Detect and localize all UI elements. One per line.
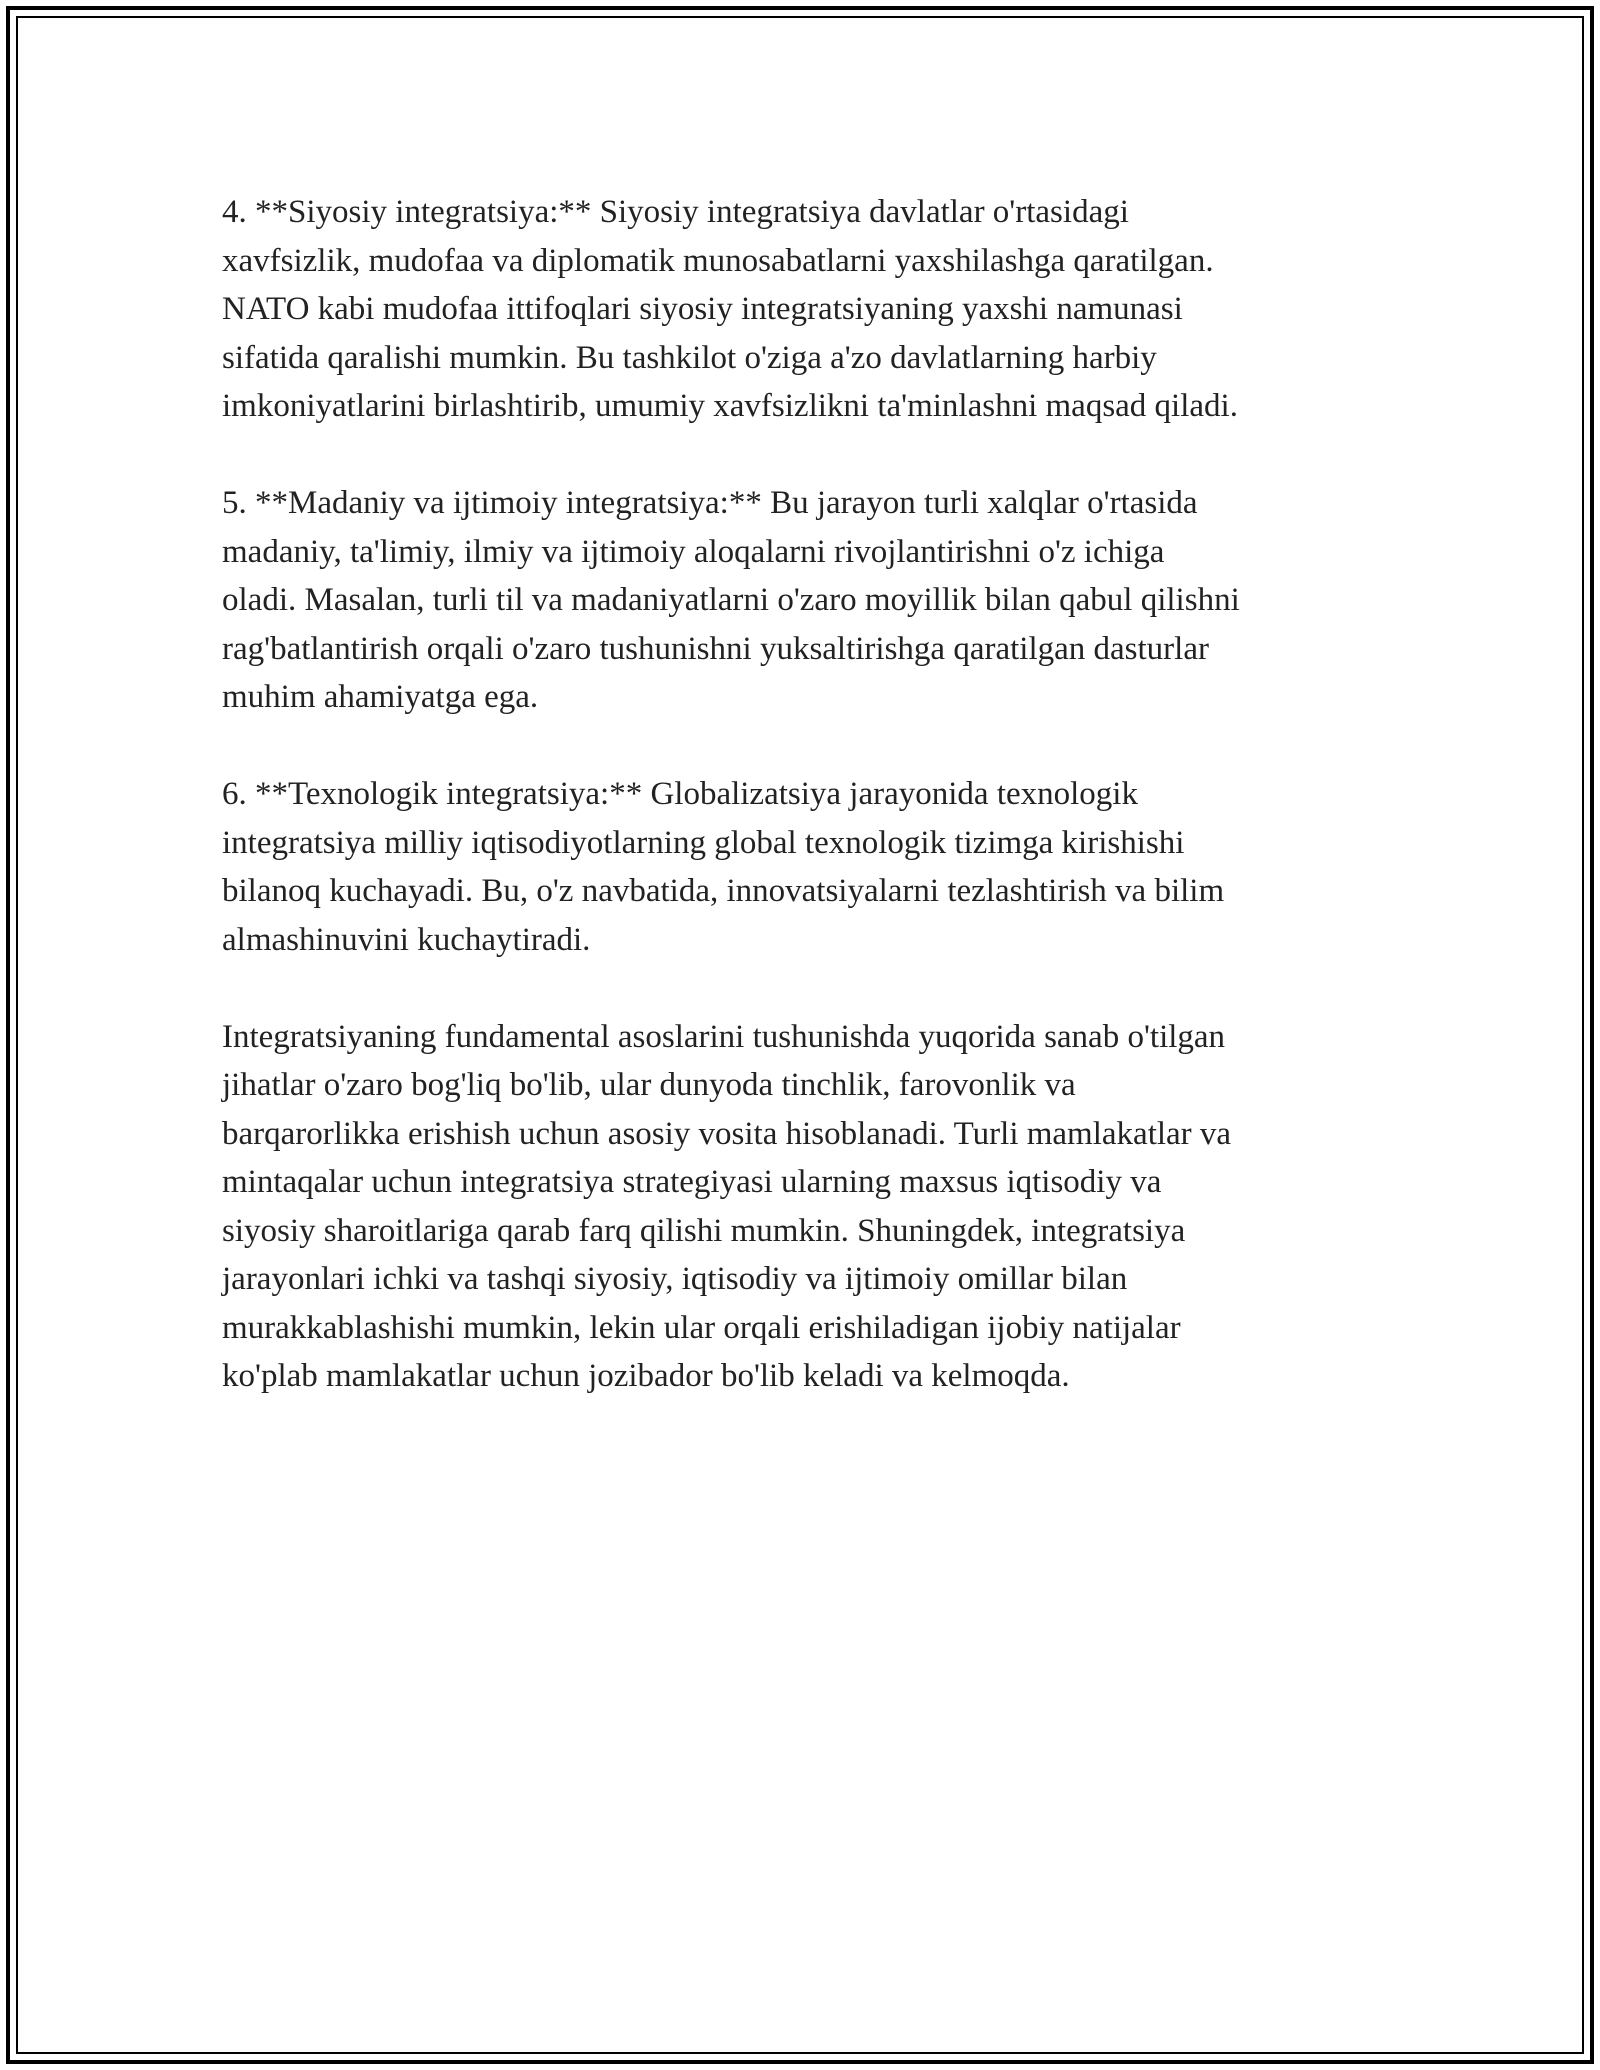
document-body xyxy=(222,188,1382,1449)
paragraph-cultural-social-integration: 5. **Madaniy va ijtimoiy integratsiya:** Bu jarayon turli xalqlar o'rtasida madaniy, ta'limiy, ilmiy va ijtimoiy aloqalarni rivojlantirishni o'z ichiga oladi. Masalan, turli til va madaniyatlarni o'zaro moyillik bilan qabul qilishni rag'batlantirish orqali o'zaro tushunishni yuksaltirishga qaratilgan dasturlar muhim ahamiyatga ega. xyxy=(222,485,1240,715)
paragraph-conclusion: Integratsiyaning fundamental asoslarini tushunishda yuqorida sanab o'tilgan jihatlar o'zaro bog'liq bo'lib, ular dunyoda tinchlik, farovonlik va barqarorlikka erishish uchun asosiy vosita hisoblanadi. Turli mamlakatlar va mintaqalar uchun integratsiya strategiyasi ularning maxsus iqtisodiy va siyosiy sharoitlariga qarab farq qilishi mumkin. Shuningdek, integratsiya jarayonlari ichki va tashqi siyosiy, iqtisodiy va ijtimoiy omillar bilan murakkablashishi mumkin, lekin ular orqali erishiladigan ijobiy natijalar ko'plab mamlakatlar uchun jozibador bo'lib keladi va kelmoqda. xyxy=(222,1018,1232,1394)
paragraph-technological-integration: 6. **Texnologik integratsiya:** Globalizatsiya jarayonida texnologik integratsiya milliy iqtisodiyotlarning global texnologik tizimga kirishishi bilanoq kuchayadi. Bu, o'z navbatida, innovatsiyalarni tezlashtirish va bilim almashinuvini kuchaytiradi. xyxy=(222,776,1225,958)
paragraph-political-integration: 4. **Siyosiy integratsiya:** Siyosiy integratsiya davlatlar o'rtasidagi xavfsizlik, mudofaa va diplomatik munosabatlarni yaxshilashga qaratilgan. NATO kabi mudofaa ittifoqlari siyosiy integratsiyaning yaxshi namunasi sifatida qaralishi mumkin. Bu tashkilot o'ziga a'zo davlatlarning harbiy imkoniyatlarini birlashtirib, umumiy xavfsizlikni ta'minlashni maqsad qiladi. xyxy=(222,194,1238,424)
